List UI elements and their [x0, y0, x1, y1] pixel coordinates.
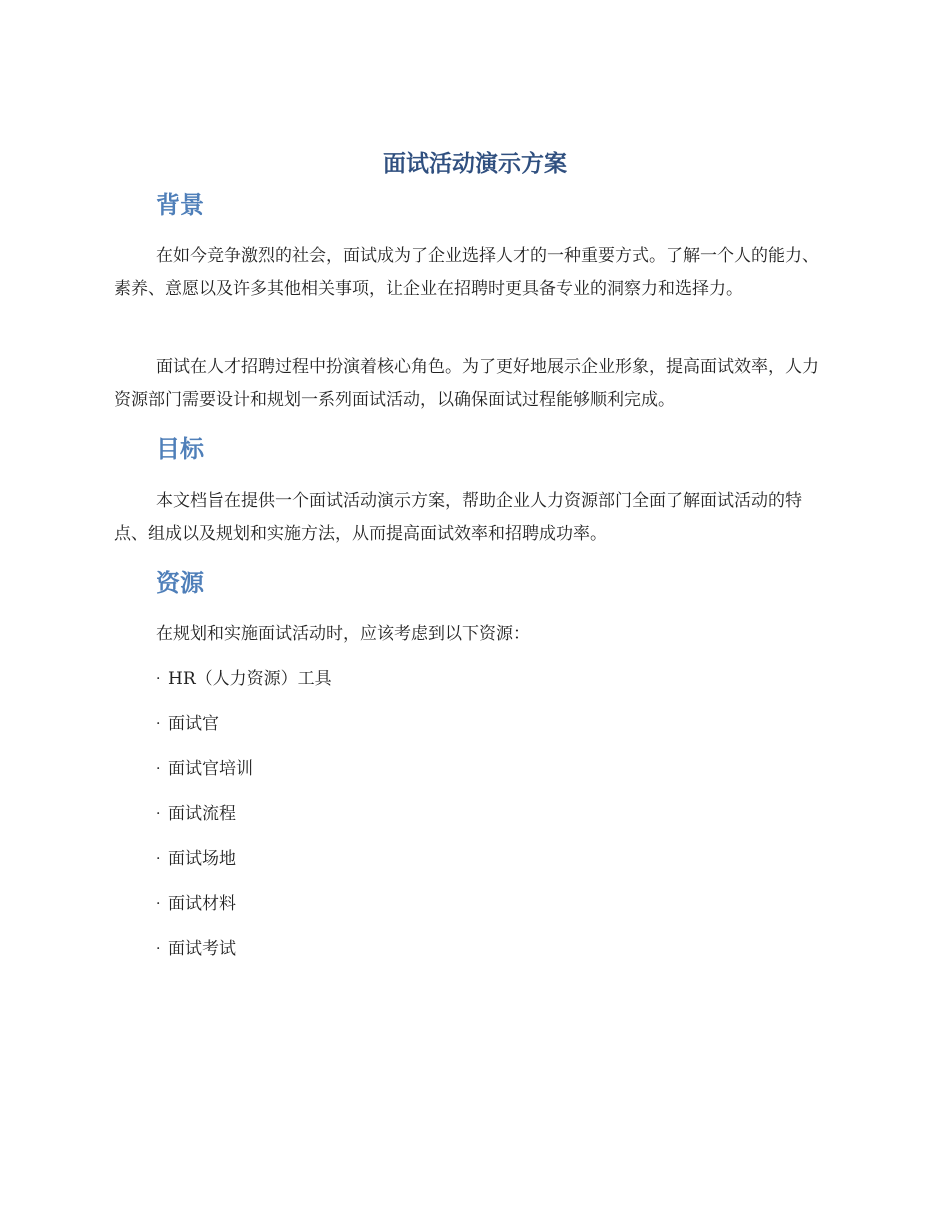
bullet-marker: ·	[156, 716, 161, 732]
list-item-label: 面试考试	[168, 939, 236, 959]
list-item-label: 面试官	[168, 714, 219, 734]
list-item	[156, 891, 332, 936]
section-heading-goal: 目标	[156, 435, 204, 463]
list-item-label: 面试场地	[168, 849, 236, 869]
list-item	[156, 936, 332, 981]
goal-paragraph-1: 本文档旨在提供一个面试活动演示方案，帮助企业人力资源部门全面了解面试活动的特点、组成以及规划和实施方法，从而提高面试效率和招聘成功率。	[114, 491, 802, 544]
bullet-marker: ·	[156, 761, 161, 777]
bullet-marker: ·	[156, 896, 161, 912]
background-paragraph-1: 在如今竞争激烈的社会，面试成为了企业选择人才的一种重要方式。了解一个人的能力、素养、意愿以及许多其他相关事项，让企业在招聘时更具备专业的洞察力和选择力。	[114, 246, 819, 299]
document-title: 面试活动演示方案	[383, 151, 567, 177]
list-item-label: 面试材料	[168, 894, 236, 914]
list-item-label: 面试流程	[168, 804, 236, 824]
resources-intro: 在规划和实施面试活动时，应该考虑到以下资源：	[156, 624, 530, 644]
bullet-marker: ·	[156, 851, 161, 867]
list-item	[156, 801, 332, 846]
bullet-marker: ·	[156, 941, 161, 957]
background-paragraph-2: 面试在人才招聘过程中扮演着核心角色。为了更好地展示企业形象，提高面试效率，人力资源部门需要设计和规划一系列面试活动，以确保面试过程能够顺利完成。	[114, 357, 819, 410]
list-item-label: HR（人力资源）工具	[168, 669, 332, 689]
list-item	[156, 666, 332, 711]
bullet-marker: ·	[156, 671, 161, 687]
section-heading-resources: 资源	[156, 569, 204, 597]
list-item	[156, 846, 332, 891]
list-item	[156, 711, 332, 756]
list-item	[156, 756, 332, 801]
bullet-marker: ·	[156, 806, 161, 822]
resources-list	[156, 666, 332, 981]
section-heading-background: 背景	[156, 191, 204, 219]
list-item-label: 面试官培训	[168, 759, 253, 779]
